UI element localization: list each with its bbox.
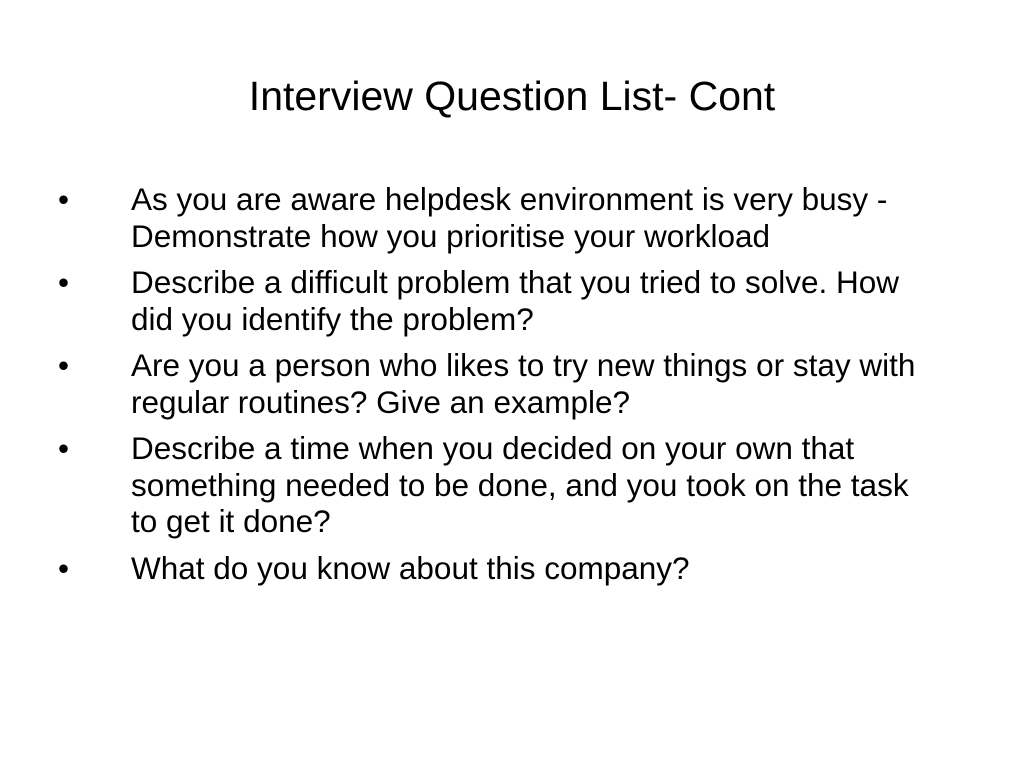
bullet-icon: • (58, 264, 70, 300)
question-text: Describe a time when you decided on your own that something needed to be done, and you took on the task to get it done? (131, 430, 909, 539)
question-list (58, 181, 978, 596)
slide-title: Interview Question List- Cont (248, 73, 776, 119)
bullet-icon: • (58, 347, 70, 383)
bullet-icon: • (58, 549, 70, 586)
question-text: What do you know about this company? (131, 549, 690, 586)
question-item (58, 550, 978, 587)
bullet-icon: • (58, 181, 70, 217)
question-text: Are you a person who likes to try new things or stay with regular routines? Give an example? (131, 347, 916, 420)
question-item (58, 347, 978, 420)
question-text: As you are aware helpdesk environment is very busy - Demonstrate how you prioritise your workload (131, 181, 888, 254)
question-item (58, 430, 978, 540)
question-item (58, 264, 978, 337)
question-item (58, 181, 978, 254)
bullet-icon: • (58, 430, 70, 466)
question-text: Describe a difficult problem that you tried to solve. How did you identify the problem? (131, 264, 900, 337)
